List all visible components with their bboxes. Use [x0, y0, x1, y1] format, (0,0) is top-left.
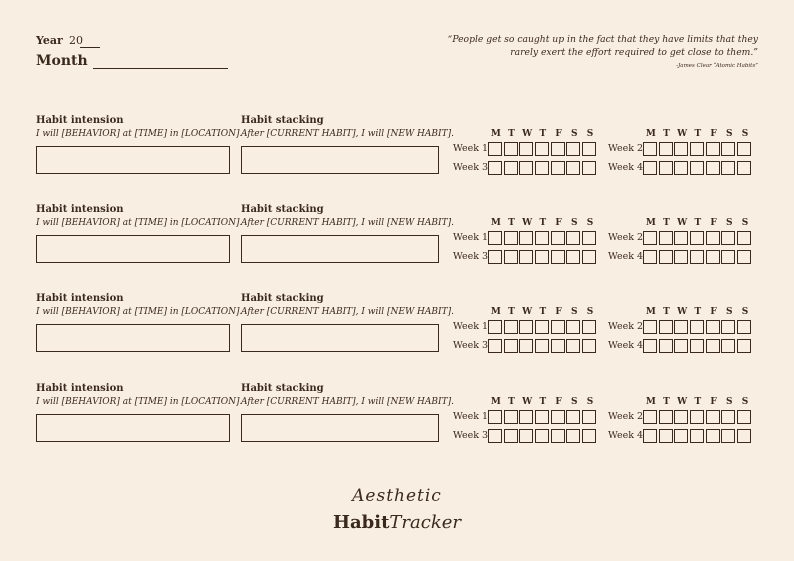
day-checkbox[interactable] — [535, 161, 549, 175]
brand-habit: Habit — [332, 512, 390, 533]
weekday-label: F — [710, 218, 717, 228]
day-checkbox[interactable] — [519, 231, 533, 245]
weekday-label: W — [677, 397, 688, 407]
day-checkbox[interactable] — [690, 320, 704, 334]
day-checkbox[interactable] — [519, 320, 533, 334]
habit-intension-input[interactable] — [36, 324, 230, 352]
week-label: Week 2 — [608, 411, 644, 422]
day-checkbox[interactable] — [706, 410, 720, 424]
weekday-label: T — [694, 129, 702, 139]
weekday-label: M — [490, 129, 501, 139]
weekday-label: T — [508, 397, 515, 407]
day-checkbox[interactable] — [674, 429, 688, 443]
week-checkbox-row — [643, 410, 753, 424]
day-checkbox[interactable] — [488, 161, 502, 175]
weekday-label: W — [677, 307, 688, 317]
day-checkbox[interactable] — [488, 429, 502, 443]
day-checkbox[interactable] — [737, 142, 751, 156]
weekday-label: M — [645, 397, 656, 407]
day-checkbox[interactable] — [582, 320, 596, 334]
weekday-label: T — [539, 218, 547, 228]
weekday-label: S — [586, 307, 594, 317]
day-checkbox[interactable] — [659, 429, 673, 443]
weekday-label: T — [539, 129, 547, 139]
day-checkbox[interactable] — [643, 142, 657, 156]
week-checkbox-row — [643, 320, 753, 334]
day-checkbox[interactable] — [504, 161, 518, 175]
day-checkbox[interactable] — [488, 410, 502, 424]
day-checkbox[interactable] — [690, 250, 704, 264]
habit-section — [0, 115, 794, 205]
habit-intension-input[interactable] — [36, 235, 230, 263]
week-label: Week 4 — [608, 340, 644, 351]
year-input-line[interactable] — [80, 47, 100, 48]
day-checkbox[interactable] — [551, 142, 565, 156]
day-checkbox[interactable] — [706, 250, 720, 264]
weekday-label: T — [508, 129, 515, 139]
day-checkbox[interactable] — [737, 231, 751, 245]
day-checkbox[interactable] — [690, 161, 704, 175]
weekday-label: S — [741, 307, 749, 317]
day-checkbox[interactable] — [582, 410, 596, 424]
weekday-label: W — [522, 218, 533, 228]
weekday-header — [488, 307, 598, 317]
day-checkbox[interactable] — [519, 410, 533, 424]
month-input-line[interactable] — [93, 68, 228, 69]
week-label: Week 4 — [608, 430, 644, 441]
week-checkbox-row — [488, 339, 598, 353]
day-checkbox[interactable] — [551, 320, 565, 334]
weekday-label: F — [555, 218, 562, 228]
day-checkbox[interactable] — [690, 339, 704, 353]
day-checkbox[interactable] — [535, 339, 549, 353]
day-checkbox[interactable] — [582, 429, 596, 443]
weekday-label: S — [726, 129, 733, 139]
weekday-label: T — [663, 129, 670, 139]
habit-intension-template: I will [BEHAVIOR] at [TIME] in [LOCATION]. — [36, 218, 243, 228]
week-checkbox-row — [643, 231, 753, 245]
day-checkbox[interactable] — [659, 161, 673, 175]
day-checkbox[interactable] — [721, 250, 735, 264]
week-checkbox-row — [488, 410, 598, 424]
day-checkbox[interactable] — [535, 320, 549, 334]
day-checkbox[interactable] — [643, 339, 657, 353]
brand-tracker: Tracker — [389, 512, 461, 533]
day-checkbox[interactable] — [659, 320, 673, 334]
weekday-label: F — [555, 129, 562, 139]
day-checkbox[interactable] — [643, 429, 657, 443]
day-checkbox[interactable] — [582, 161, 596, 175]
day-checkbox[interactable] — [721, 142, 735, 156]
weekday-label: M — [645, 218, 656, 228]
weekday-label: T — [508, 307, 515, 317]
week-label: Week 3 — [453, 430, 489, 441]
weekday-label: M — [490, 307, 501, 317]
day-checkbox[interactable] — [737, 161, 751, 175]
weekday-label: S — [571, 218, 578, 228]
day-checkbox[interactable] — [721, 410, 735, 424]
weekday-label: M — [645, 129, 656, 139]
weekday-label: M — [490, 218, 501, 228]
weekday-header — [643, 129, 753, 139]
weekday-label: M — [490, 397, 501, 407]
day-checkbox[interactable] — [737, 429, 751, 443]
day-checkbox[interactable] — [706, 142, 720, 156]
weekday-label: S — [571, 129, 578, 139]
weekday-label: S — [586, 218, 594, 228]
weekday-label: T — [694, 397, 702, 407]
habit-section — [0, 204, 794, 294]
day-checkbox[interactable] — [674, 142, 688, 156]
day-checkbox[interactable] — [737, 410, 751, 424]
habit-stacking-label: Habit stacking — [241, 383, 324, 394]
day-checkbox[interactable] — [674, 320, 688, 334]
day-checkbox[interactable] — [643, 320, 657, 334]
week-checkbox-row — [643, 429, 753, 443]
day-checkbox[interactable] — [551, 339, 565, 353]
habit-stacking-label: Habit stacking — [241, 293, 324, 304]
week-checkbox-row — [488, 161, 598, 175]
day-checkbox[interactable] — [504, 231, 518, 245]
day-checkbox[interactable] — [643, 250, 657, 264]
weekday-header — [643, 397, 753, 407]
day-checkbox[interactable] — [690, 231, 704, 245]
week-label: Week 4 — [608, 162, 644, 173]
day-checkbox[interactable] — [659, 250, 673, 264]
day-checkbox[interactable] — [551, 429, 565, 443]
day-checkbox[interactable] — [535, 250, 549, 264]
weekday-label: T — [539, 397, 547, 407]
day-checkbox[interactable] — [737, 320, 751, 334]
day-checkbox[interactable] — [737, 339, 751, 353]
week-label: Week 1 — [453, 143, 489, 154]
habit-intension-label: Habit intension — [36, 115, 124, 126]
week-checkbox-row — [488, 231, 598, 245]
day-checkbox[interactable] — [706, 320, 720, 334]
habit-stacking-template: After [CURRENT HABIT], I will [NEW HABIT]. — [241, 307, 454, 317]
weekday-label: F — [555, 307, 562, 317]
weekday-label: S — [571, 397, 578, 407]
year-value: 20 — [69, 34, 83, 47]
weekday-header — [488, 129, 598, 139]
week-checkbox-row — [643, 161, 753, 175]
habit-stacking-input[interactable] — [241, 235, 439, 263]
week-label: Week 3 — [453, 340, 489, 351]
week-label: Week 2 — [608, 321, 644, 332]
habit-intension-template: I will [BEHAVIOR] at [TIME] in [LOCATION]. — [36, 307, 243, 317]
habit-stacking-template: After [CURRENT HABIT], I will [NEW HABIT]. — [241, 129, 454, 139]
day-checkbox[interactable] — [519, 429, 533, 443]
day-checkbox[interactable] — [488, 339, 502, 353]
day-checkbox[interactable] — [535, 142, 549, 156]
habit-stacking-label: Habit stacking — [241, 115, 324, 126]
week-checkbox-row — [643, 250, 753, 264]
week-label: Week 4 — [608, 251, 644, 262]
day-checkbox[interactable] — [737, 250, 751, 264]
brand-logo — [0, 512, 794, 533]
brand-script: Aesthetic — [352, 486, 442, 506]
weekday-label: S — [741, 218, 749, 228]
day-checkbox[interactable] — [519, 161, 533, 175]
day-checkbox[interactable] — [582, 142, 596, 156]
day-checkbox[interactable] — [659, 339, 673, 353]
weekday-label: W — [522, 307, 533, 317]
week-label: Week 2 — [608, 143, 644, 154]
day-checkbox[interactable] — [504, 429, 518, 443]
weekday-label: W — [677, 218, 688, 228]
week-label: Week 3 — [453, 162, 489, 173]
day-checkbox[interactable] — [721, 339, 735, 353]
week-label: Week 1 — [453, 321, 489, 332]
habit-intension-input[interactable] — [36, 414, 230, 442]
day-checkbox[interactable] — [706, 231, 720, 245]
day-checkbox[interactable] — [535, 429, 549, 443]
day-checkbox[interactable] — [721, 320, 735, 334]
day-checkbox[interactable] — [504, 142, 518, 156]
weekday-label: F — [710, 397, 717, 407]
day-checkbox[interactable] — [706, 339, 720, 353]
habit-intension-label: Habit intension — [36, 383, 124, 394]
weekday-label: F — [710, 129, 717, 139]
day-checkbox[interactable] — [690, 142, 704, 156]
day-checkbox[interactable] — [488, 231, 502, 245]
day-checkbox[interactable] — [488, 142, 502, 156]
weekday-header — [643, 218, 753, 228]
day-checkbox[interactable] — [566, 231, 580, 245]
weekday-label: S — [586, 129, 594, 139]
day-checkbox[interactable] — [721, 429, 735, 443]
day-checkbox[interactable] — [504, 410, 518, 424]
day-checkbox[interactable] — [551, 161, 565, 175]
month-label: Month — [36, 53, 88, 69]
day-checkbox[interactable] — [551, 231, 565, 245]
habit-section — [0, 293, 794, 383]
week-checkbox-row — [488, 142, 598, 156]
day-checkbox[interactable] — [519, 250, 533, 264]
week-checkbox-row — [488, 320, 598, 334]
day-checkbox[interactable] — [659, 410, 673, 424]
habit-stacking-template: After [CURRENT HABIT], I will [NEW HABIT]. — [241, 218, 454, 228]
weekday-label: T — [663, 397, 670, 407]
day-checkbox[interactable] — [659, 231, 673, 245]
quote-source: -James Clear “Atomic Habits” — [676, 63, 758, 69]
day-checkbox[interactable] — [535, 231, 549, 245]
habit-intension-input[interactable] — [36, 146, 230, 174]
habit-stacking-input[interactable] — [241, 146, 439, 174]
day-checkbox[interactable] — [690, 410, 704, 424]
year-label: Year — [36, 34, 63, 47]
weekday-label: S — [571, 307, 578, 317]
day-checkbox[interactable] — [706, 429, 720, 443]
weekday-header — [643, 307, 753, 317]
day-checkbox[interactable] — [674, 250, 688, 264]
weekday-label: W — [522, 129, 533, 139]
weekday-label: T — [539, 307, 547, 317]
week-checkbox-row — [488, 250, 598, 264]
day-checkbox[interactable] — [566, 250, 580, 264]
habit-stacking-template: After [CURRENT HABIT], I will [NEW HABIT]. — [241, 397, 454, 407]
day-checkbox[interactable] — [488, 250, 502, 264]
day-checkbox[interactable] — [674, 161, 688, 175]
day-checkbox[interactable] — [582, 231, 596, 245]
day-checkbox[interactable] — [643, 410, 657, 424]
weekday-label: W — [522, 397, 533, 407]
habit-section — [0, 383, 794, 473]
weekday-label: S — [726, 307, 733, 317]
week-checkbox-row — [643, 142, 753, 156]
week-label: Week 3 — [453, 251, 489, 262]
weekday-label: T — [663, 218, 670, 228]
day-checkbox[interactable] — [566, 161, 580, 175]
day-checkbox[interactable] — [519, 142, 533, 156]
week-label: Week 1 — [453, 411, 489, 422]
day-checkbox[interactable] — [504, 250, 518, 264]
day-checkbox[interactable] — [721, 161, 735, 175]
week-checkbox-row — [643, 339, 753, 353]
habit-stacking-label: Habit stacking — [241, 204, 324, 215]
weekday-label: S — [586, 397, 594, 407]
day-checkbox[interactable] — [535, 410, 549, 424]
weekday-label: S — [726, 397, 733, 407]
day-checkbox[interactable] — [566, 410, 580, 424]
day-checkbox[interactable] — [721, 231, 735, 245]
habit-stacking-input[interactable] — [241, 414, 439, 442]
day-checkbox[interactable] — [643, 161, 657, 175]
day-checkbox[interactable] — [582, 339, 596, 353]
day-checkbox[interactable] — [566, 142, 580, 156]
weekday-label: W — [677, 129, 688, 139]
day-checkbox[interactable] — [566, 339, 580, 353]
day-checkbox[interactable] — [519, 339, 533, 353]
habit-intension-label: Habit intension — [36, 293, 124, 304]
day-checkbox[interactable] — [551, 250, 565, 264]
day-checkbox[interactable] — [566, 429, 580, 443]
week-checkbox-row — [488, 429, 598, 443]
weekday-label: S — [726, 218, 733, 228]
weekday-header — [488, 218, 598, 228]
day-checkbox[interactable] — [566, 320, 580, 334]
weekday-label: T — [508, 218, 515, 228]
day-checkbox[interactable] — [643, 231, 657, 245]
week-label: Week 1 — [453, 232, 489, 243]
habit-intension-template: I will [BEHAVIOR] at [TIME] in [LOCATION]. — [36, 397, 243, 407]
habit-intension-template: I will [BEHAVIOR] at [TIME] in [LOCATION]. — [36, 129, 243, 139]
weekday-label: S — [741, 397, 749, 407]
day-checkbox[interactable] — [504, 339, 518, 353]
weekday-label: T — [694, 307, 702, 317]
day-checkbox[interactable] — [488, 320, 502, 334]
habit-stacking-input[interactable] — [241, 324, 439, 352]
day-checkbox[interactable] — [659, 142, 673, 156]
week-label: Week 2 — [608, 232, 644, 243]
weekday-label: F — [555, 397, 562, 407]
weekday-header — [488, 397, 598, 407]
day-checkbox[interactable] — [504, 320, 518, 334]
day-checkbox[interactable] — [674, 231, 688, 245]
day-checkbox[interactable] — [674, 410, 688, 424]
day-checkbox[interactable] — [674, 339, 688, 353]
weekday-label: M — [645, 307, 656, 317]
weekday-label: F — [710, 307, 717, 317]
day-checkbox[interactable] — [690, 429, 704, 443]
day-checkbox[interactable] — [706, 161, 720, 175]
habit-intension-label: Habit intension — [36, 204, 124, 215]
quote-text: “People get so caught up in the fact that they have limits that they rarely exert the effort required to get close to them.” — [447, 34, 758, 58]
weekday-label: S — [741, 129, 749, 139]
weekday-label: T — [694, 218, 702, 228]
day-checkbox[interactable] — [582, 250, 596, 264]
day-checkbox[interactable] — [551, 410, 565, 424]
weekday-label: T — [663, 307, 670, 317]
